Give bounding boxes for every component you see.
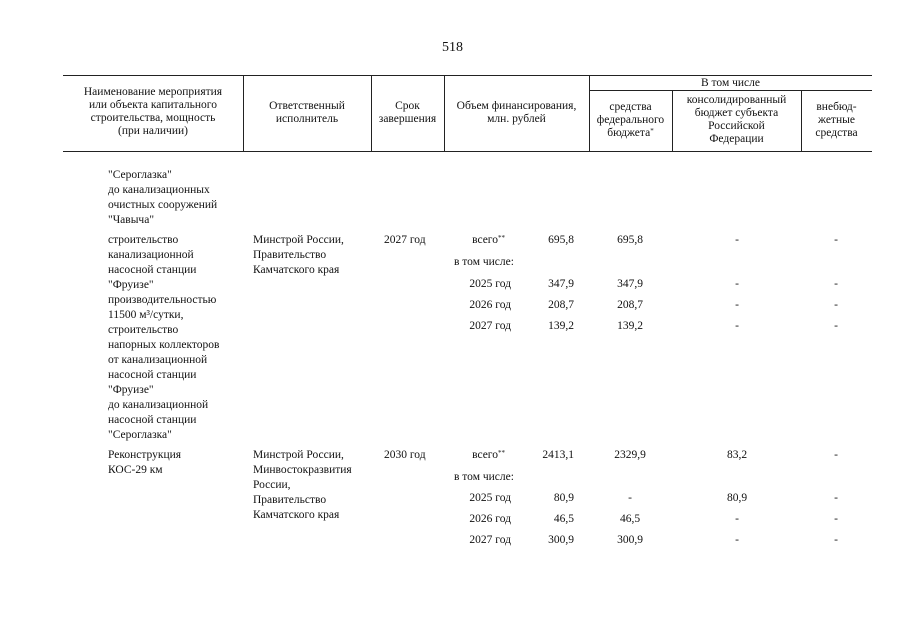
continuation-text: "Сероглазка" до канализационных очистных сооружений "Чавыча"	[108, 169, 218, 226]
row-1-year-regional: -	[735, 299, 739, 311]
row-2-year-federal: 300,9	[617, 534, 643, 546]
header-deadline-column: Срок завершения	[378, 100, 437, 125]
header-name-column: Наименование мероприятия или объекта капитального строительства, мощность (при наличии)	[83, 86, 223, 137]
row-2-executor: Минстрой России, Минвостокразвития России, Правительство Камчатского края	[253, 449, 352, 521]
row-2-year-extra: -	[834, 513, 838, 525]
row-1-year-extra: -	[834, 299, 838, 311]
row-2-year: 2026 год	[469, 513, 511, 525]
row-2-year-regional: -	[735, 513, 739, 525]
row-2-total-regional: 83,2	[726, 449, 748, 461]
row-2-total-federal: 2329,9	[614, 449, 646, 461]
row-1-year: 2025 год	[469, 278, 511, 290]
row-2-year-federal: -	[628, 492, 632, 504]
row-2-year-volume: 80,9	[553, 492, 574, 504]
row-1-year-extra: -	[834, 320, 838, 332]
row-2-year-extra: -	[834, 534, 838, 546]
row-2-total-volume: 2413,1	[542, 449, 574, 461]
row-1-year-federal: 347,9	[617, 278, 643, 290]
row-1-year-volume: 347,9	[548, 278, 574, 290]
row-1-total-label: всего**	[472, 234, 505, 246]
row-1-year-extra: -	[834, 278, 838, 290]
row-1-year-federal: 139,2	[617, 320, 643, 332]
row-1-year: 2027 год	[469, 320, 511, 332]
row-2-total-label: всего**	[472, 449, 505, 461]
row-2-object-name: Реконструкция КОС-29 км	[108, 449, 182, 476]
row-1-year-volume: 208,7	[548, 299, 574, 311]
row-1-year-volume: 139,2	[548, 320, 574, 332]
header-volume-column: Объем финансирования, млн. рублей	[456, 100, 577, 125]
header-extrabudget-column: внебюд- жетные средства	[815, 101, 858, 139]
row-1-incl-label: в том числе:	[454, 256, 514, 268]
header-bottom-rule	[63, 151, 872, 152]
row-1-deadline: 2027 год	[384, 234, 426, 246]
row-1-year-federal: 208,7	[617, 299, 643, 311]
header-executor-column: Ответственный исполнитель	[269, 100, 345, 125]
page-number: 518	[442, 40, 463, 55]
row-2-year: 2027 год	[469, 534, 511, 546]
row-1-object-name: строительство канализационной насосной станции "Фруизе" производительностью 11500 м³/сутки, строительство напорных коллекторов от канализационной насосной станции "Фруизе" до канализационной насосной станции "Сероглазка"	[108, 234, 220, 441]
row-2-year-federal: 46,5	[619, 513, 641, 525]
row-1-total-regional: -	[735, 234, 739, 246]
row-1-year: 2026 год	[469, 299, 511, 311]
row-2-year: 2025 год	[469, 492, 511, 504]
row-2-incl-label: в том числе:	[454, 471, 514, 483]
row-2-year-regional: -	[735, 534, 739, 546]
row-2-year-regional: 80,9	[726, 492, 748, 504]
header-federal-column: средства федерального бюджета*	[596, 101, 665, 139]
row-2-year-volume: 300,9	[548, 534, 574, 546]
row-1-total-volume: 695,8	[548, 234, 574, 246]
group-header-rule	[589, 90, 872, 91]
table-top-rule	[63, 75, 872, 76]
row-1-year-regional: -	[735, 320, 739, 332]
row-2-deadline: 2030 год	[384, 449, 426, 461]
row-1-year-regional: -	[735, 278, 739, 290]
row-1-executor: Минстрой России, Правительство Камчатского края	[253, 234, 344, 276]
row-2-total-extra: -	[834, 449, 838, 461]
row-1-total-federal: 695,8	[617, 234, 643, 246]
header-group-label: В том числе	[701, 77, 760, 89]
row-1-total-extra: -	[834, 234, 838, 246]
row-2-year-volume: 46,5	[553, 513, 574, 525]
row-2-year-extra: -	[834, 492, 838, 504]
header-regional-column: консолидированный бюджет субъекта Российской Федерации	[686, 94, 787, 145]
